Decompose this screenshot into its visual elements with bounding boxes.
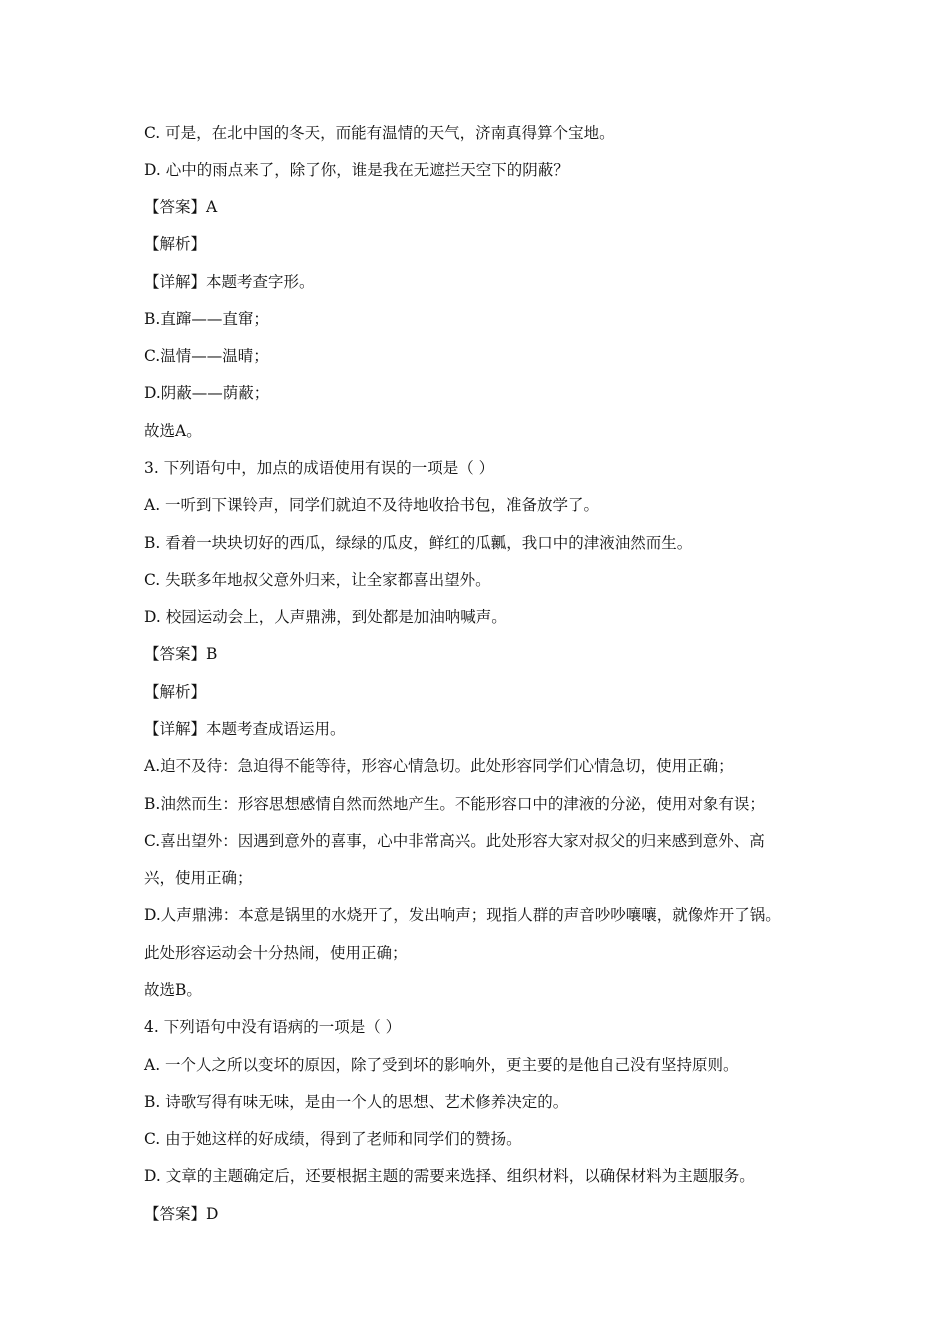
explanation-line: 【详解】本题考查成语运用。	[144, 720, 346, 738]
explanation-line: C.喜出望外：因遇到意外的喜事，心中非常高兴。此处形容大家对叔父的归来感到意外、高	[144, 832, 765, 850]
explanation-line: 【详解】本题考查字形。	[144, 273, 315, 291]
question-4-title: 4. 下列语句中没有语病的一项是（ ）	[144, 1018, 402, 1036]
option-a-line: A. 一听到下课铃声，同学们就迫不及待地收拾书包，准备放学了。	[144, 496, 600, 514]
analysis-heading: 【解析】	[144, 683, 207, 701]
option-c-line: C. 可是，在北中国的冬天，而能有温情的天气，济南真得算个宝地。	[144, 124, 615, 142]
conclusion-line: 故选A。	[144, 422, 202, 440]
option-b-line: B. 诗歌写得有味无味，是由一个人的思想、艺术修养决定的。	[144, 1093, 569, 1111]
answer-line: 【答案】D	[144, 1205, 219, 1223]
explanation-line: 兴，使用正确；	[144, 869, 253, 887]
analysis-heading: 【解析】	[144, 235, 207, 253]
explanation-line: D.人声鼎沸：本意是锅里的水烧开了，发出响声；现指人群的声音吵吵嚷嚷，就像炸开了锅。	[144, 906, 781, 924]
explanation-line: B.直蹿——直窜；	[144, 310, 269, 328]
answer-line: 【答案】A	[144, 198, 218, 216]
option-c-line: C. 由于她这样的好成绩，得到了老师和同学们的赞扬。	[144, 1130, 522, 1148]
explanation-line: C.温情——温晴；	[144, 347, 269, 365]
conclusion-line: 故选B。	[144, 981, 202, 999]
explanation-line: A.迫不及待：急迫得不能等待，形容心情急切。此处形容同学们心情急切，使用正确；	[144, 757, 734, 775]
option-c-line: C. 失联多年地叔父意外归来，让全家都喜出望外。	[144, 571, 491, 589]
explanation-line: 此处形容运动会十分热闹，使用正确；	[144, 944, 408, 962]
option-a-line: A. 一个人之所以变坏的原因，除了受到坏的影响外，更主要的是他自己没有坚持原则。	[144, 1056, 739, 1074]
option-d-line: D. 心中的雨点来了，除了你，谁是我在无遮拦天空下的阴蔽？	[144, 161, 569, 179]
option-d-line: D. 校园运动会上，人声鼎沸，到处都是加油呐喊声。	[144, 608, 507, 626]
option-d-line: D. 文章的主题确定后，还要根据主题的需要来选择、组织材料，以确保材料为主题服务。	[144, 1167, 755, 1185]
answer-line: 【答案】B	[144, 645, 218, 663]
explanation-line: D.阴蔽——荫蔽；	[144, 384, 270, 402]
question-3-title: 3. 下列语句中，加点的成语使用有误的一项是（ ）	[144, 459, 495, 477]
explanation-line: B.油然而生：形容思想感情自然而然地产生。不能形容口中的津液的分泌，使用对象有误；	[144, 795, 765, 813]
option-b-line: B. 看着一块块切好的西瓜，绿绿的瓜皮，鲜红的瓜瓤，我口中的津液油然而生。	[144, 534, 693, 552]
